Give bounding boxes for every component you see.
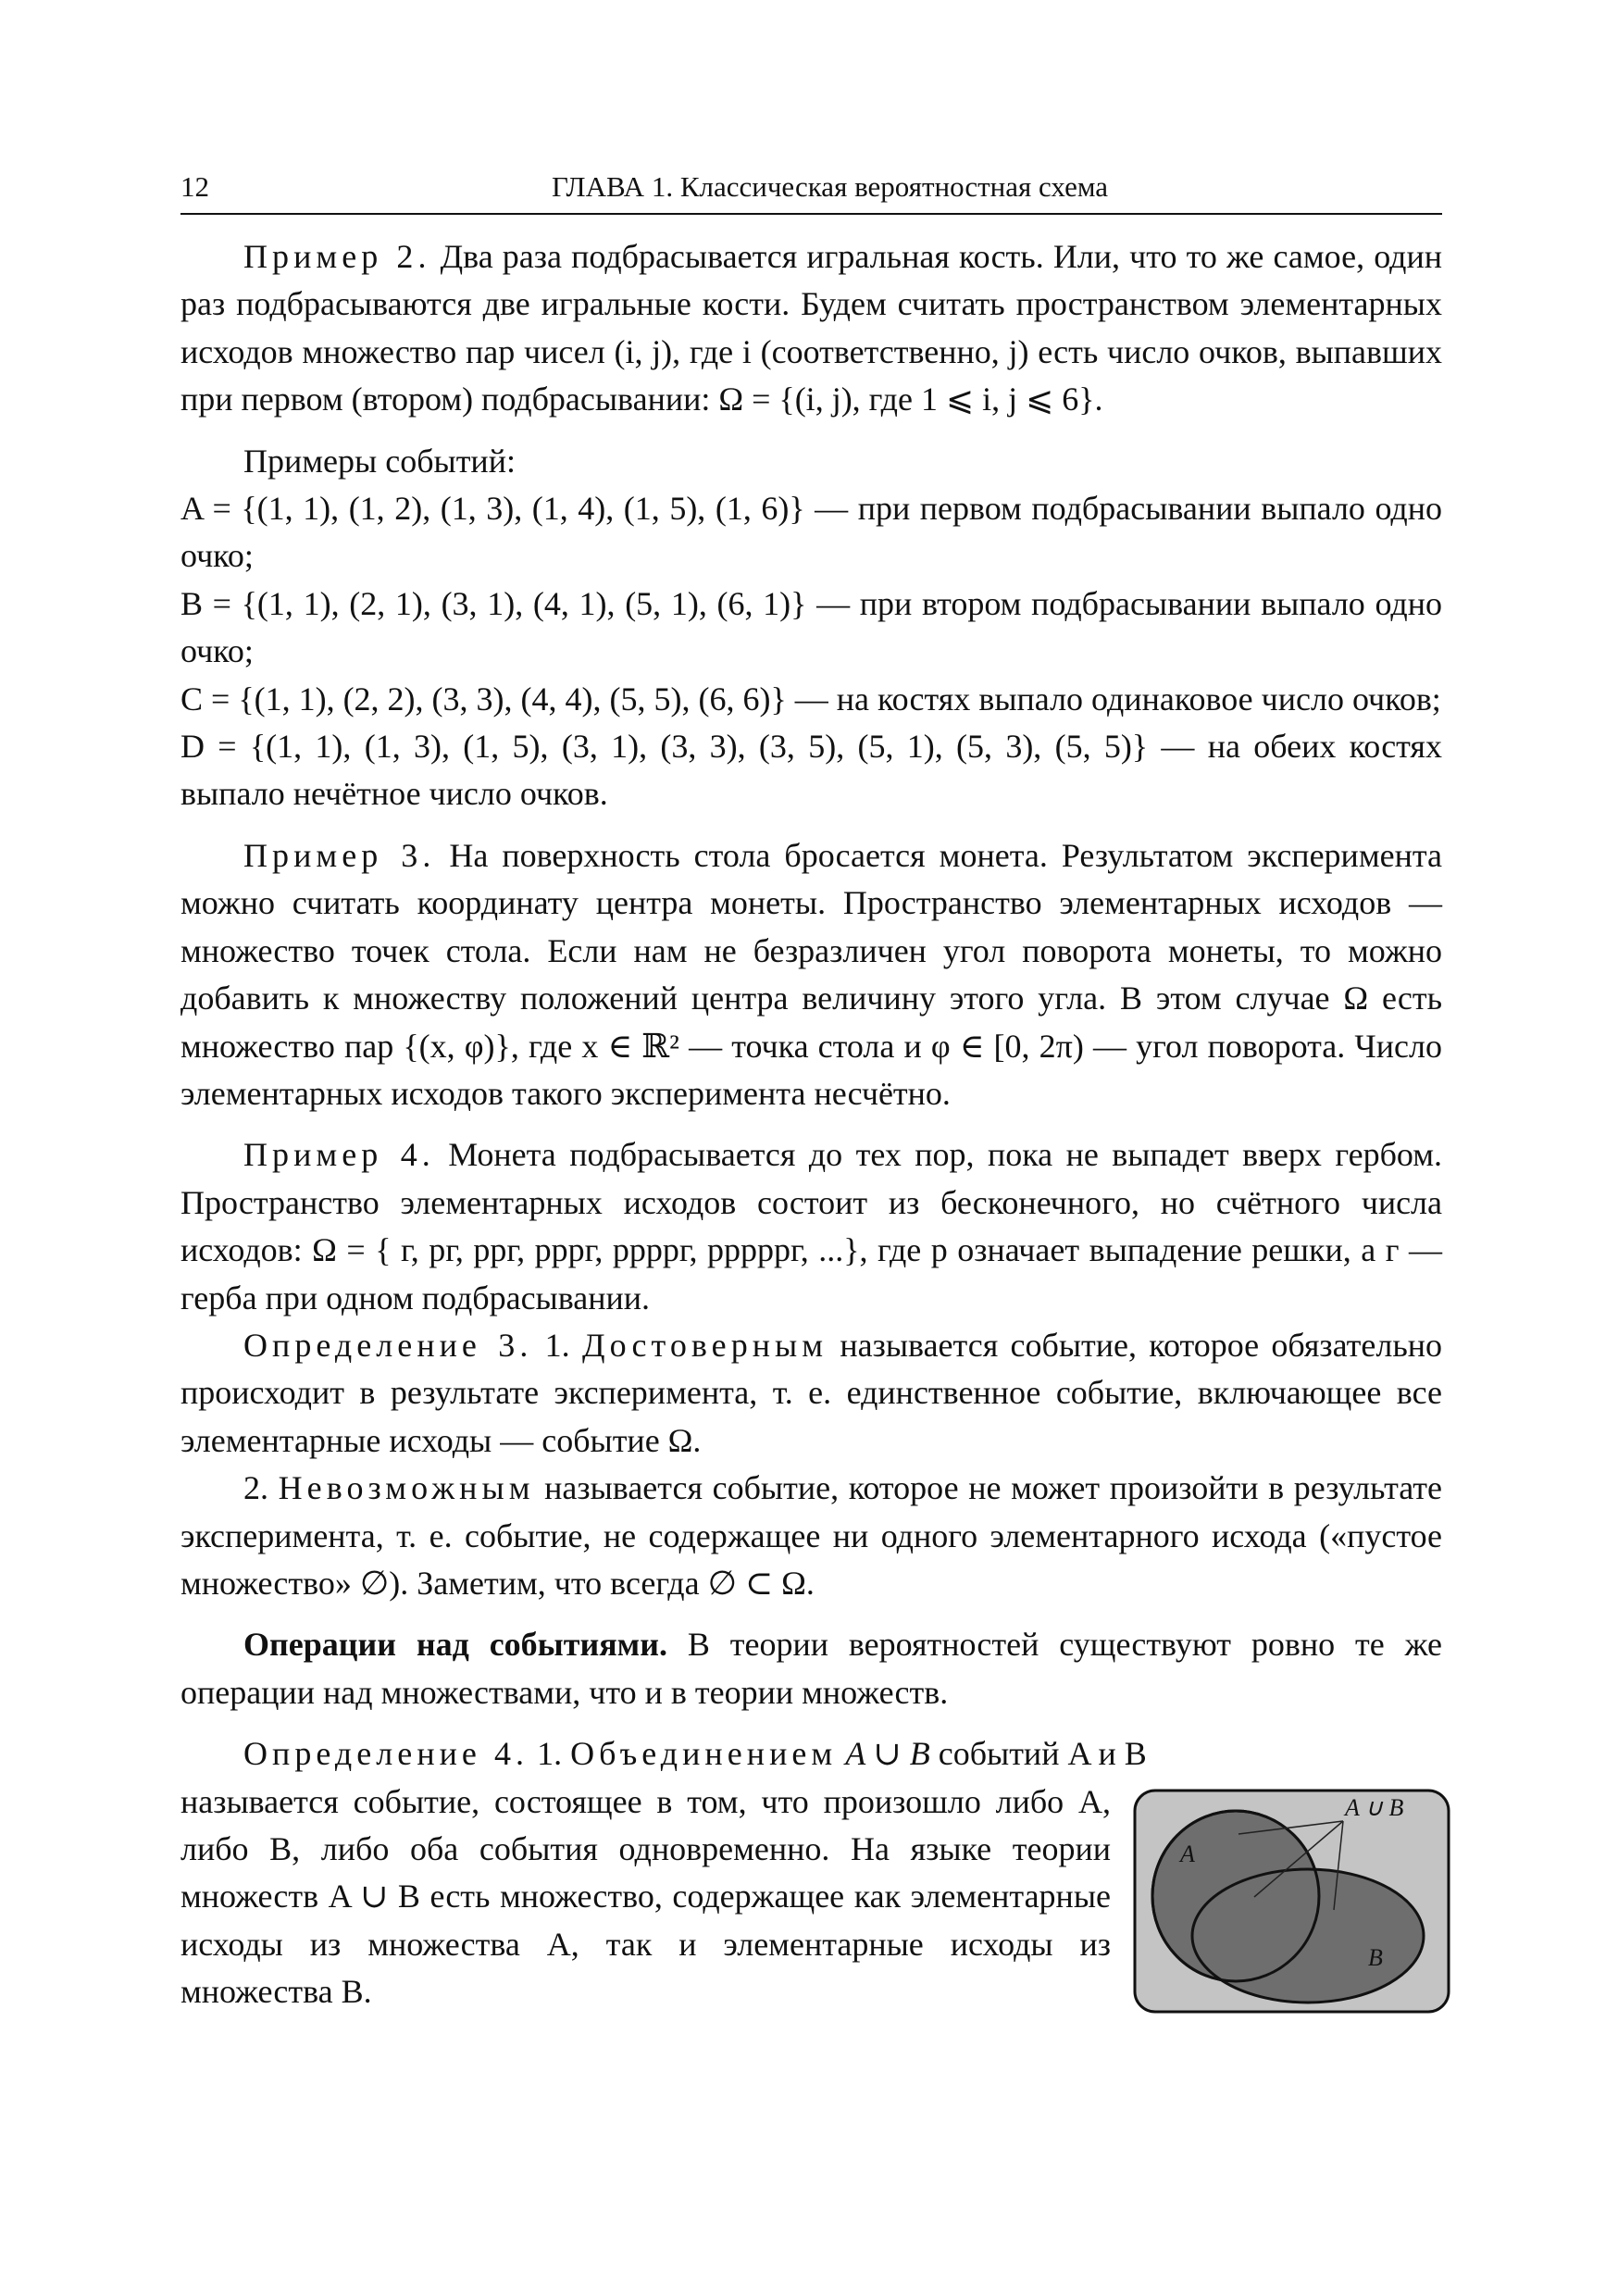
definition-3-item-1 xyxy=(180,1322,1442,1465)
example-2-text: Два раза подбрасывается игральная кость. Или, что то же самое, один раз подбрасываются две игральные кости. Будем считать пространством элементарных исходов множество пар чисел (i, j), где i (соответственно, j) есть число очков, выпавших при первом (втором) подбрасывании: Ω = {(i, j), где 1 ⩽ i, j ⩽ 6}. xyxy=(180,238,1443,418)
operations-heading: Операции над событиями. xyxy=(243,1626,667,1664)
operations-paragraph xyxy=(180,1621,1442,1716)
union-formula: A ∪ B xyxy=(845,1735,930,1773)
event-c: C = {(1, 1), (2, 2), (3, 3), (4, 4), (5, 5), (6, 6)} — на костях выпало одинаковое число очков; xyxy=(180,680,1441,718)
events-intro: Примеры событий: xyxy=(243,442,516,480)
page-number: 12 xyxy=(180,170,209,203)
example-3-text: На поверхность стола бросается монета. Результатом эксперимента можно считать координату центра монеты. Пространство элементарных исходов — множество точек стола. Если нам не безразличен угол поворота монеты, то можно добавить к множеству положений центра величину этого угла. В этом случае Ω есть множество пар {(x, φ)}, где x ∈ ℝ² — точка стола и φ ∈ [0, 2π) — угол поворота. Число элементарных исходов такого эксперимента несчётно. xyxy=(180,836,1442,1112)
example-2-label: Пример 2. xyxy=(243,238,431,275)
event-a: A = {(1, 1), (1, 2), (1, 3), (1, 4), (1, 5), (1, 6)} — при первом подбрасывании выпало одно очко; xyxy=(180,490,1442,575)
example-4-label: Пример 4. xyxy=(243,1136,435,1174)
venn-label-a: A xyxy=(1180,1840,1195,1867)
event-b: B = {(1, 1), (2, 1), (3, 1), (4, 1), (5, 1), (6, 1)} — при втором подбрасывании выпало одно очко; xyxy=(180,584,1442,670)
running-head xyxy=(180,167,1442,215)
definition-4-first-line xyxy=(180,1730,1442,1778)
term-impossible-event: Невозможным xyxy=(278,1469,535,1507)
definition-4-label: Определение 4. xyxy=(243,1735,529,1773)
event-list xyxy=(180,485,1442,818)
term-union: Объединением xyxy=(570,1735,838,1773)
venn-label-b: B xyxy=(1368,1943,1383,1971)
example-4-text: Монета подбрасывается до тех пор, пока не выпадет вверх гербом. Пространство элементарных исходов состоит из бесконечного, но счётного числа исходов: Ω = { г, рг, ррг, рррг, ррррг, рррррг, ...}, где р означает выпадение решки, а г — герба при одном подбрасывании. xyxy=(180,1136,1443,1316)
definition-3-item-2-text: называется событие, которое не может произойти в результате эксперимента, т. е. событие, не содержащее ни одного элементарного исхода («пустое множество» ∅). Заметим, что всегда ∅ ⊂ Ω. xyxy=(180,1469,1443,1602)
definition-3-label: Определение 3. xyxy=(243,1326,533,1364)
chapter-title: ГЛАВА 1. Классическая вероятностная схема xyxy=(551,170,1109,203)
definition-4-text: называется событие, состоящее в том, что произошло либо A, либо B, либо оба события одновременно. На языке теории множеств A ∪ B есть множество, содержащее как элементарные исходы из множества A, так и элементарные исходы из множества B. xyxy=(180,1782,1111,2011)
venn-diagram-union xyxy=(1132,1788,1451,2015)
definition-3-item-2 xyxy=(180,1465,1442,1607)
book-page xyxy=(180,167,1442,2016)
term-certain-event: Достоверным xyxy=(581,1326,828,1364)
definition-3-item-2-number: 2. xyxy=(243,1469,268,1507)
definition-3-item-1-number: 1. xyxy=(544,1326,570,1364)
example-2-paragraph xyxy=(180,233,1442,424)
operations-text: В теории вероятностей существуют ровно те же операции над множествами, что и в теории множеств. xyxy=(180,1626,1442,1711)
page-body xyxy=(180,233,1442,2016)
example-3-paragraph xyxy=(180,832,1442,1117)
definition-4-line-rest: событий A и B xyxy=(938,1735,1147,1773)
example-4-paragraph xyxy=(180,1131,1442,1322)
event-d: D = {(1, 1), (1, 3), (1, 5), (3, 1), (3, 3), (3, 5), (5, 1), (5, 3), (5, 5)} — на обеих костях выпало нечётное число очков. xyxy=(180,728,1442,813)
venn-label-union: A ∪ B xyxy=(1345,1793,1404,1821)
union-definition-with-figure xyxy=(180,1778,1442,2016)
example-3-label: Пример 3. xyxy=(243,836,436,874)
definition-4-item-1-number: 1. xyxy=(537,1735,563,1773)
definition-3-item-1-text: называется событие, которое обязательно происходит в результате эксперимента, т. е. единственное событие, включающее все элементарные исходы — событие Ω. xyxy=(180,1326,1443,1459)
